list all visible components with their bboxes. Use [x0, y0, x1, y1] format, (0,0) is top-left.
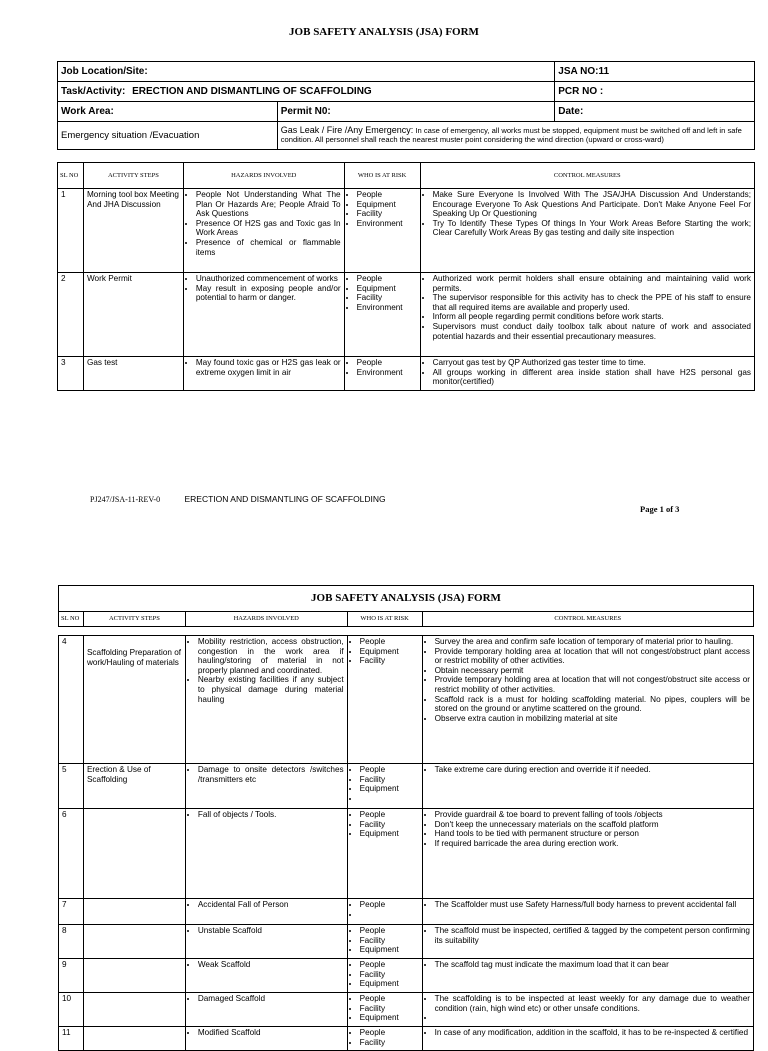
sl-number: 10	[59, 993, 84, 1027]
hazard-item: • Modified Scaffold	[198, 1028, 344, 1038]
risk-party-item: • Facility	[360, 970, 419, 980]
who-at-risk-cell	[347, 899, 422, 925]
control-measure-list	[426, 1028, 750, 1038]
table-row	[58, 273, 755, 357]
hazard-list	[189, 960, 344, 970]
control-measure-item: • Try To Identify These Types Of things In Your Work Areas Before Starting the work; Clear Carefully Work Areas By gas testing and daily site inspection	[433, 219, 751, 238]
table-row	[59, 1027, 754, 1051]
hazard-item: • Damaged Scaffold	[198, 994, 344, 1004]
document-name: ERECTION AND DISMANTLING OF SCAFFOLDING	[184, 494, 386, 504]
page2-title: JOB SAFETY ANALYSIS (JSA) FORM	[59, 586, 754, 612]
hazard-item: • Mobility restriction, access obstruction, congestion in the work area if hauling/storing of material in not properly planned and coordinated.	[198, 637, 344, 675]
table-row	[59, 899, 754, 925]
emergency-lead: Gas Leak / Fire /Any Emergency:	[280, 125, 414, 136]
table-body-page1	[58, 189, 755, 391]
risk-party-item: • People	[360, 994, 419, 1004]
control-measure-item: • Obtain necessary permit	[435, 666, 750, 676]
activity-step	[83, 993, 185, 1027]
control-measure-item: • All groups working in different area inside station shall have H2S personal gas monitor(certified)	[433, 368, 751, 387]
table-row	[59, 925, 754, 959]
sl-number: 9	[59, 959, 84, 993]
hazard-item: • Nearby existing facilities if any subject to physical damage during material hauling	[198, 675, 344, 704]
control-measures-cell	[420, 273, 754, 357]
control-measures-cell	[422, 809, 753, 899]
risk-party-item: • Facility	[360, 1004, 419, 1014]
sl-number: 2	[58, 273, 84, 357]
control-measure-item: • Carryout gas test by QP Authorized gas tester time to time.	[433, 358, 751, 368]
who-at-risk-cell	[347, 993, 422, 1027]
hazard-item: • Presence Of H2S gas and Toxic gas In Work Areas	[196, 219, 341, 238]
activity-step	[83, 925, 185, 959]
control-measures-cell	[420, 189, 754, 273]
risk-party-item: • Equipment	[357, 200, 417, 210]
col2-sl: SL NO	[59, 612, 84, 627]
hazards-cell	[183, 357, 344, 391]
table-body-page2	[59, 636, 754, 1051]
control-measure-item: • Make Sure Everyone Is Involved With The JSA/JHA Discussion And Understands; Encourage Everyone To Ask Questions And Participate. Don't Make Anyone Feel For Speaking Up Or Questioning	[433, 190, 751, 219]
risk-party-list	[351, 1028, 419, 1047]
hazard-list	[189, 1028, 344, 1038]
risk-party-item: • Equipment	[360, 829, 419, 839]
control-measure-list	[426, 900, 750, 910]
activity-step	[83, 1027, 185, 1051]
risk-party-item: • Equipment	[360, 784, 419, 794]
risk-party-item: • People	[357, 358, 417, 368]
col-hazards: HAZARDS INVOLVED	[183, 163, 344, 189]
hazard-item: • May result in exposing people and/or potential to harm or danger.	[196, 284, 341, 303]
control-measure-list	[424, 274, 751, 341]
risk-party-item: • Facility	[357, 209, 417, 219]
activity-step	[83, 899, 185, 925]
risk-party-item	[360, 910, 419, 920]
control-measure-item: • Observe extra caution in mobilizing material at site	[435, 714, 750, 724]
risk-party-item: • Facility	[360, 1038, 419, 1048]
who-at-risk-cell	[344, 189, 420, 273]
control-measure-item: • The scaffold must be inspected, certified & tagged by the competent person confirming its suitability	[435, 926, 750, 945]
risk-party-item: • Equipment	[360, 1013, 419, 1023]
table-row	[59, 764, 754, 809]
table-row	[59, 636, 754, 764]
hazards-cell	[185, 1027, 347, 1051]
hazard-item: • Weak Scaffold	[198, 960, 344, 970]
control-measures-cell	[422, 1027, 753, 1051]
risk-party-item: • People	[357, 190, 417, 200]
activity-step	[83, 809, 185, 899]
col2-activity-steps: ACTIVITY STEPS	[83, 612, 185, 627]
sl-number: 8	[59, 925, 84, 959]
who-at-risk-cell	[347, 764, 422, 809]
control-measure-item: • Take extreme care during erection and override it if needed.	[435, 765, 750, 775]
control-measure-item: • The supervisor responsible for this activity has to check the PPE of his staff to ensure that all required items are available and properly used.	[433, 293, 751, 312]
hazards-cell	[185, 993, 347, 1027]
who-at-risk-cell	[347, 925, 422, 959]
document-code: PJ247/JSA-11-REV-0	[90, 495, 161, 504]
risk-party-list	[351, 765, 419, 803]
hazard-item: • Unauthorized commencement of works	[196, 274, 341, 284]
risk-party-list	[351, 810, 419, 839]
pcr-number: PCR NO :	[555, 82, 755, 102]
col2-who-at-risk: WHO IS AT RISK	[347, 612, 422, 627]
control-measure-item: • The scaffold tag must indicate the maximum load that it can bear	[435, 960, 750, 970]
risk-party-list	[351, 994, 419, 1023]
hazards-cell	[183, 273, 344, 357]
who-at-risk-cell	[347, 636, 422, 764]
hazard-item: • Unstable Scaffold	[198, 926, 344, 936]
emergency-text: In case of emergency, all works must be stopped, equipment must be switched off and left in safe condition. All personnel shall reach the nearest muster point considering the wind direction (upward or cross-ward)	[280, 126, 742, 144]
risk-party-item: • Facility	[360, 775, 419, 785]
control-measure-item: • If required barricade the area during erection work.	[435, 839, 750, 849]
control-measure-item: • The Scaffolder must use Safety Harness/full body harness to prevent accidental fall	[435, 900, 750, 910]
who-at-risk-cell	[344, 357, 420, 391]
col-who-at-risk: WHO IS AT RISK	[344, 163, 420, 189]
control-measure-list	[424, 190, 751, 238]
col-activity-steps: ACTIVITY STEPS	[83, 163, 183, 189]
hazard-list	[189, 637, 344, 704]
activity-step: Scaffolding Preparation of work/Hauling of materials	[83, 636, 185, 764]
risk-party-list	[348, 274, 417, 312]
col2-hazards: HAZARDS INVOLVED	[185, 612, 347, 627]
sl-number: 11	[59, 1027, 84, 1051]
control-measure-item: • Inform all people regarding permit conditions before work starts.	[433, 312, 751, 322]
task-activity	[58, 82, 555, 102]
header-gap	[59, 627, 754, 636]
control-measure-item: • Supervisors must conduct daily toolbox talk about nature of work and associated potential hazards and their essential precautionary measures.	[433, 322, 751, 341]
emergency-label: Emergency situation /Evacuation	[58, 122, 278, 150]
risk-party-item: • Environment	[357, 219, 417, 229]
risk-party-item: • Equipment	[360, 647, 419, 657]
risk-party-item	[360, 794, 419, 804]
hazard-list	[189, 765, 344, 784]
sl-number: 5	[59, 764, 84, 809]
risk-party-item: • People	[360, 765, 419, 775]
jsa-number: JSA NO:11	[555, 62, 755, 82]
table-row	[58, 357, 755, 391]
hazards-cell	[185, 809, 347, 899]
jsa-table-page2	[58, 585, 754, 1051]
activity-step: Erection & Use of Scaffolding	[83, 764, 185, 809]
risk-party-item: • Facility	[360, 656, 419, 666]
table-row	[59, 993, 754, 1027]
hazards-cell	[185, 764, 347, 809]
task-label: Task/Activity:	[61, 86, 126, 97]
risk-party-list	[351, 926, 419, 955]
col-control-measures: CONTROL MEASURES	[420, 163, 754, 189]
col2-control-measures: CONTROL MEASURES	[422, 612, 753, 627]
form-title: JOB SAFETY ANALYSIS (JSA) FORM	[289, 26, 479, 38]
risk-party-list	[348, 358, 417, 377]
control-measure-item: • Don't keep the unnecessary materials on the scaffold platform	[435, 820, 750, 830]
activity-step: Work Permit	[83, 273, 183, 357]
emergency-instructions	[277, 122, 754, 150]
control-measure-list	[426, 960, 750, 970]
who-at-risk-cell	[344, 273, 420, 357]
hazards-cell	[185, 899, 347, 925]
control-measure-list	[426, 810, 750, 848]
hazard-list	[187, 190, 341, 257]
hazard-list	[189, 900, 344, 910]
control-measures-cell	[422, 959, 753, 993]
risk-party-item: • People	[360, 637, 419, 647]
control-measure-item: • Scaffold rack is a must for holding scaffolding material. No pipes, couplers will be stored on the ground or anytime scattered on the ground.	[435, 695, 750, 714]
control-measure-item	[435, 1013, 750, 1023]
risk-party-item: • People	[360, 960, 419, 970]
hazard-item: • May found toxic gas or H2S gas leak or extreme oxygen limit in air	[196, 358, 341, 377]
control-measures-cell	[422, 636, 753, 764]
sl-number: 1	[58, 189, 84, 273]
risk-party-item: • People	[357, 274, 417, 284]
control-measure-list	[426, 994, 750, 1023]
sl-number: 7	[59, 899, 84, 925]
risk-party-item: • Facility	[360, 820, 419, 830]
control-measure-item: • Provide temporary holding area at location that will not congest/obstruct site access or restrict mobility of other activities.	[435, 675, 750, 694]
col-sl: SL NO	[58, 163, 84, 189]
risk-party-item: • Equipment	[360, 945, 419, 955]
control-measures-cell	[420, 357, 754, 391]
risk-party-item: • Environment	[357, 368, 417, 378]
risk-party-list	[351, 960, 419, 989]
page-footer	[90, 494, 386, 504]
hazard-item: • Damage to onsite detectors /switches /transmitters etc	[198, 765, 344, 784]
page-number: Page 1 of 3	[640, 504, 680, 514]
job-location: Job Location/Site:	[58, 62, 555, 82]
sl-number: 3	[58, 357, 84, 391]
control-measure-list	[426, 637, 750, 723]
who-at-risk-cell	[347, 959, 422, 993]
control-measure-item: • Provide temporary holding area at location that will not congest/obstruct plant access or restrict mobility of other activities.	[435, 647, 750, 666]
hazards-cell	[183, 189, 344, 273]
risk-party-item: • Equipment	[357, 284, 417, 294]
risk-party-item: • People	[360, 810, 419, 820]
activity-step: Gas test	[83, 357, 183, 391]
risk-party-list	[348, 190, 417, 228]
hazard-list	[189, 926, 344, 936]
sl-number: 6	[59, 809, 84, 899]
job-info-header	[57, 61, 755, 150]
control-measure-item: • Hand tools to be tied with permanent structure or person	[435, 829, 750, 839]
table-row	[58, 189, 755, 273]
hazard-item: • People Not Understanding What The Plan Or Hazards Are; People Afraid To Ask Questions	[196, 190, 341, 219]
jsa-table-page1	[57, 162, 755, 391]
hazard-item: • Fall of objects / Tools.	[198, 810, 344, 820]
table-row	[59, 959, 754, 993]
risk-party-item: • People	[360, 926, 419, 936]
control-measures-cell	[422, 993, 753, 1027]
permit-number: Permit N0:	[277, 102, 555, 122]
control-measure-list	[426, 926, 750, 945]
control-measure-list	[426, 765, 750, 775]
risk-party-item: • Environment	[357, 303, 417, 313]
control-measure-list	[424, 358, 751, 387]
hazard-list	[187, 274, 341, 303]
hazard-list	[189, 994, 344, 1004]
control-measure-item: • In case of any modification, addition in the scaffold, it has to be re-inspected & certified	[435, 1028, 750, 1038]
hazards-cell	[185, 959, 347, 993]
who-at-risk-cell	[347, 809, 422, 899]
task-value: ERECTION AND DISMANTLING OF SCAFFOLDING	[132, 86, 372, 97]
control-measures-cell	[422, 899, 753, 925]
control-measure-item: • Provide guardrail & toe board to prevent falling of tools /objects	[435, 810, 750, 820]
activity-step	[83, 959, 185, 993]
hazard-item: • Accidental Fall of Person	[198, 900, 344, 910]
activity-step: Morning tool box Meeting And JHA Discussion	[83, 189, 183, 273]
control-measure-item: • The scaffolding is to be inspected at least weekly for any damage due to weather condition (rain, high wind etc) or other unsafe conditions.	[435, 994, 750, 1013]
risk-party-list	[351, 637, 419, 666]
risk-party-item: • Equipment	[360, 979, 419, 989]
control-measure-item: • Survey the area and confirm safe location of temporary of material prior to hauling.	[435, 637, 750, 647]
hazard-item: • Presence of chemical or flammable items	[196, 238, 341, 257]
hazard-list	[189, 810, 344, 820]
risk-party-list	[351, 900, 419, 919]
control-measures-cell	[422, 764, 753, 809]
hazard-list	[187, 358, 341, 377]
risk-party-item: • People	[360, 1028, 419, 1038]
sl-number: 4	[59, 636, 84, 764]
control-measure-item: • Authorized work permit holders shall ensure obtaining and maintaining valid work permits.	[433, 274, 751, 293]
table-row	[59, 809, 754, 899]
hazards-cell	[185, 636, 347, 764]
hazards-cell	[185, 925, 347, 959]
risk-party-item: • People	[360, 900, 419, 910]
control-measures-cell	[422, 925, 753, 959]
risk-party-item: • Facility	[357, 293, 417, 303]
work-area: Work Area:	[58, 102, 278, 122]
date-field: Date:	[555, 102, 755, 122]
who-at-risk-cell	[347, 1027, 422, 1051]
risk-party-item: • Facility	[360, 936, 419, 946]
